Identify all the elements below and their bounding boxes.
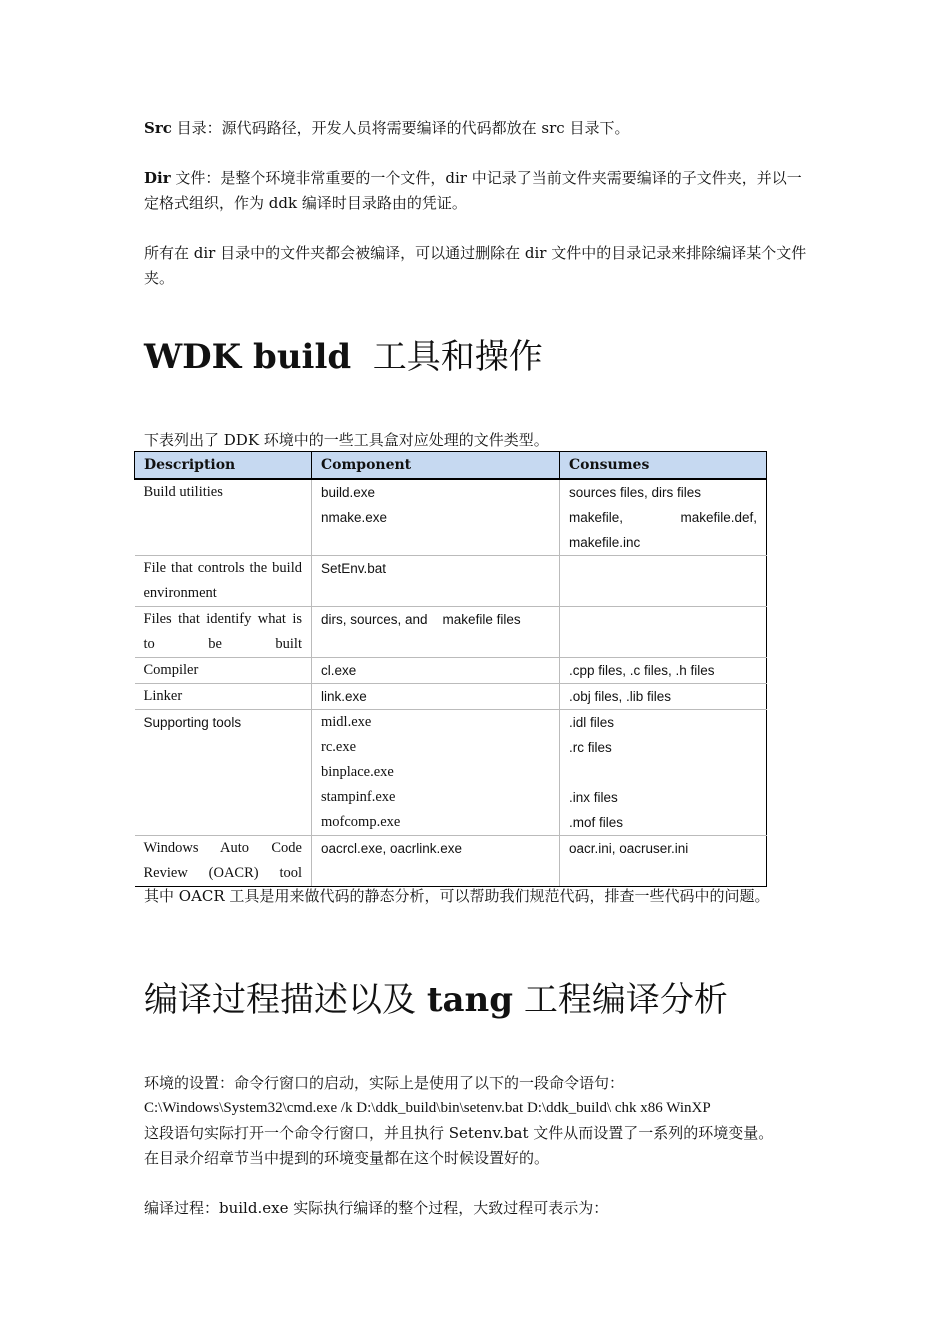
cell-description: Build utilities <box>135 479 312 556</box>
heading-build-process <box>144 980 728 1020</box>
paragraph-src <box>144 116 812 141</box>
table-header-row <box>135 452 767 480</box>
heading-wdk-build <box>144 337 543 377</box>
cell-description: Windows Auto Code Review (OACR) tool <box>135 836 312 887</box>
paragraph-build-process: 编译过程：build.exe 实际执行编译的整个过程，大致过程可表示为： <box>144 1199 609 1217</box>
cell-description: Linker <box>135 684 312 710</box>
tools-table <box>134 451 767 887</box>
cell-component: oacrcl.exe, oacrlink.exe <box>312 836 560 887</box>
cell-consumes: .idl files .rc files .inx files .mof files <box>560 710 767 836</box>
term-src: Src <box>144 119 172 137</box>
paragraph-env-setup <box>144 1071 824 1171</box>
heading-build-process-zh2: 工程编译分析 <box>513 980 728 1020</box>
cell-component: SetEnv.bat <box>312 556 560 607</box>
cell-consumes: sources files, dirs files makefile, makefile.def, makefile.inc <box>560 479 767 556</box>
cell-consumes <box>560 556 767 607</box>
table-row <box>135 607 767 658</box>
paragraph-oacr: 其中 OACR 工具是用来做代码的静态分析，可以帮助我们规范代码，排查一些代码中的问题。 <box>144 887 770 905</box>
heading-wdk-build-zh: 工具和操作 <box>351 337 543 377</box>
header-component: Component <box>312 452 560 480</box>
paragraph-src-text: 目录：源代码路径，开发人员将需要编译的代码都放在 src 目录下。 <box>171 119 630 137</box>
cell-consumes: oacr.ini, oacruser.ini <box>560 836 767 887</box>
cell-consumes: .cpp files, .c files, .h files <box>560 658 767 684</box>
cell-description: Supporting tools <box>135 710 312 836</box>
env-setup-line: 这段语句实际打开一个命令行窗口，并且执行 Setenv.bat 文件从而设置了一系列的环境变量。 <box>144 1124 774 1142</box>
header-consumes: Consumes <box>560 452 767 480</box>
cell-component: cl.exe <box>312 658 560 684</box>
term-dir: Dir <box>144 169 171 187</box>
cell-description: File that controls the build environment <box>135 556 312 607</box>
heading-wdk-build-en: WDK build <box>144 337 352 377</box>
cell-consumes <box>560 607 767 658</box>
table-row <box>135 658 767 684</box>
cell-component: midl.exe rc.exe binplace.exe stampinf.exe mofcomp.exe <box>312 710 560 836</box>
cell-description: Compiler <box>135 658 312 684</box>
env-setup-line: 环境的设置：命令行窗口的启动，实际上是使用了以下的一段命令语句： <box>144 1074 625 1092</box>
table-row <box>135 836 767 887</box>
cell-component: link.exe <box>312 684 560 710</box>
table-row <box>135 479 767 556</box>
paragraph-dir <box>144 166 812 216</box>
heading-build-process-en: tang <box>426 980 514 1020</box>
paragraph-dir-note: 所有在 dir 目录中的文件夹都会被编译，可以通过删除在 dir 文件中的目录记录来排除编译某个文件夹。 <box>144 244 807 287</box>
env-setup-line: 在目录介绍章节当中提到的环境变量都在这个时候设置好的。 <box>144 1149 550 1167</box>
paragraph-dir-text: 文件：是整个环境非常重要的一个文件，dir 中记录了当前文件夹需要编译的子文件夹，并以一定格式组织，作为 ddk 编译时目录路由的凭证。 <box>144 169 802 212</box>
table-caption: 下表列出了 DDK 环境中的一些工具盒对应处理的文件类型。 <box>144 431 549 449</box>
table-row <box>135 710 767 836</box>
table-row <box>135 556 767 607</box>
cell-consumes: .obj files, .lib files <box>560 684 767 710</box>
table-row <box>135 684 767 710</box>
header-description: Description <box>135 452 312 480</box>
env-setup-command: C:\Windows\System32\cmd.exe /k D:\ddk_build\bin\setenv.bat D:\ddk_build\ chk x86 WinXP <box>144 1100 711 1116</box>
cell-component: dirs, sources, and makefile files <box>312 607 560 658</box>
cell-description: Files that identify what is to be built <box>135 607 312 658</box>
heading-build-process-zh1: 编译过程描述以及 <box>144 980 427 1020</box>
cell-component: build.exe nmake.exe <box>312 479 560 556</box>
